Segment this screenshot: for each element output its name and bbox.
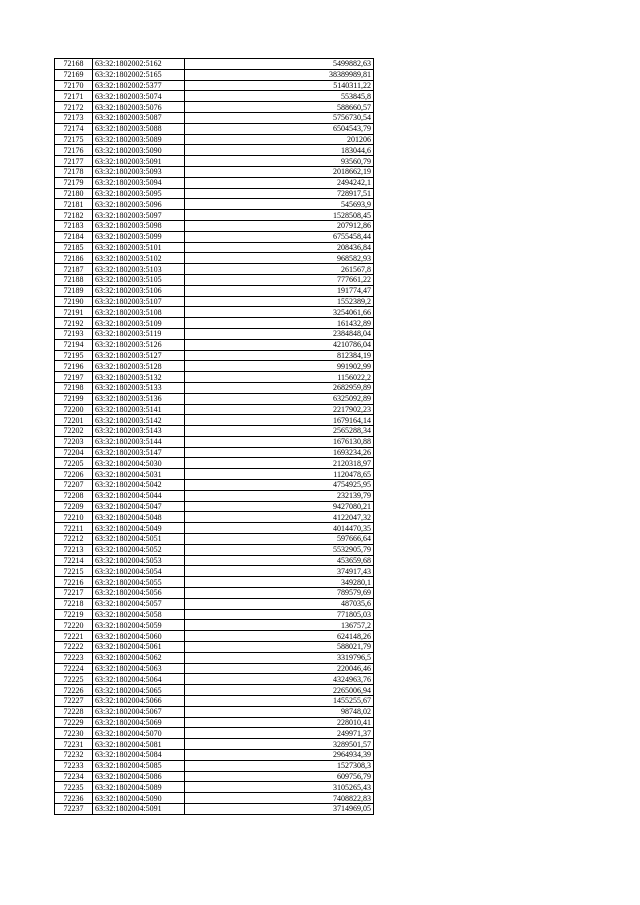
row-number-cell: 72188 <box>55 274 93 285</box>
table-row <box>55 469 374 480</box>
value-cell: 991902,99 <box>185 361 374 372</box>
table-row <box>55 156 374 167</box>
cadastral-number-cell: 63:32:1802003:5106 <box>93 285 185 296</box>
row-number-cell: 72232 <box>55 750 93 761</box>
row-number-cell: 72194 <box>55 339 93 350</box>
row-number-cell: 72230 <box>55 728 93 739</box>
value-cell: 208436,84 <box>185 242 374 253</box>
value-cell: 545693,9 <box>185 199 374 210</box>
table-row <box>55 620 374 631</box>
row-number-cell: 72176 <box>55 145 93 156</box>
value-cell: 161432,89 <box>185 318 374 329</box>
cadastral-number-cell: 63:32:1802004:5060 <box>93 631 185 642</box>
cadastral-number-cell: 63:32:1802003:5142 <box>93 415 185 426</box>
value-cell: 789579,69 <box>185 588 374 599</box>
cadastral-number-cell: 63:32:1802003:5144 <box>93 436 185 447</box>
value-cell: 588660,57 <box>185 102 374 113</box>
cadastral-number-cell: 63:32:1802004:5085 <box>93 760 185 771</box>
table-row <box>55 274 374 285</box>
value-cell: 2018662,19 <box>185 166 374 177</box>
value-cell: 453659,68 <box>185 555 374 566</box>
table-row <box>55 760 374 771</box>
row-number-cell: 72225 <box>55 674 93 685</box>
table-row <box>55 426 374 437</box>
value-cell: 1120478,65 <box>185 469 374 480</box>
row-number-cell: 72222 <box>55 642 93 653</box>
row-number-cell: 72175 <box>55 134 93 145</box>
cadastral-number-cell: 63:32:1802004:5057 <box>93 598 185 609</box>
row-number-cell: 72220 <box>55 620 93 631</box>
value-cell: 609756,79 <box>185 771 374 782</box>
value-cell: 3105265,43 <box>185 782 374 793</box>
value-cell: 3714969,05 <box>185 803 374 814</box>
value-cell: 4122047,32 <box>185 512 374 523</box>
row-number-cell: 72201 <box>55 415 93 426</box>
cadastral-number-cell: 63:32:1802003:5095 <box>93 188 185 199</box>
table-row <box>55 134 374 145</box>
cadastral-number-cell: 63:32:1802003:5096 <box>93 199 185 210</box>
row-number-cell: 72172 <box>55 102 93 113</box>
table-row <box>55 318 374 329</box>
row-number-cell: 72187 <box>55 264 93 275</box>
value-cell: 553845,8 <box>185 91 374 102</box>
value-cell: 2217902,23 <box>185 404 374 415</box>
row-number-cell: 72233 <box>55 760 93 771</box>
cadastral-number-cell: 63:32:1802003:5133 <box>93 382 185 393</box>
value-cell: 191774,47 <box>185 285 374 296</box>
table-row <box>55 264 374 275</box>
cadastral-number-cell: 63:32:1802003:5119 <box>93 328 185 339</box>
row-number-cell: 72168 <box>55 59 93 70</box>
cadastral-number-cell: 63:32:1802003:5105 <box>93 274 185 285</box>
row-number-cell: 72190 <box>55 296 93 307</box>
cadastral-number-cell: 63:32:1802004:5056 <box>93 588 185 599</box>
row-number-cell: 72221 <box>55 631 93 642</box>
table-row <box>55 285 374 296</box>
row-number-cell: 72182 <box>55 210 93 221</box>
row-number-cell: 72202 <box>55 426 93 437</box>
row-number-cell: 72200 <box>55 404 93 415</box>
cadastral-number-cell: 63:32:1802004:5065 <box>93 685 185 696</box>
row-number-cell: 72219 <box>55 609 93 620</box>
table-row <box>55 80 374 91</box>
value-cell: 1679164,14 <box>185 415 374 426</box>
table-row <box>55 231 374 242</box>
row-number-cell: 72205 <box>55 458 93 469</box>
row-number-cell: 72208 <box>55 490 93 501</box>
value-cell: 183044,6 <box>185 145 374 156</box>
table-row <box>55 663 374 674</box>
table-row <box>55 188 374 199</box>
row-number-cell: 72193 <box>55 328 93 339</box>
value-cell: 5532905,79 <box>185 544 374 555</box>
cadastral-number-cell: 63:32:1802003:5089 <box>93 134 185 145</box>
table-row <box>55 739 374 750</box>
cadastral-number-cell: 63:32:1802004:5053 <box>93 555 185 566</box>
table-row <box>55 382 374 393</box>
value-cell: 968582,93 <box>185 253 374 264</box>
row-number-cell: 72170 <box>55 80 93 91</box>
table-row <box>55 145 374 156</box>
row-number-cell: 72236 <box>55 793 93 804</box>
value-cell: 2682959,89 <box>185 382 374 393</box>
row-number-cell: 72218 <box>55 598 93 609</box>
value-cell: 93560,79 <box>185 156 374 167</box>
cadastral-number-cell: 63:32:1802004:5089 <box>93 782 185 793</box>
table-row <box>55 199 374 210</box>
table-row <box>55 102 374 113</box>
table-row <box>55 253 374 264</box>
row-number-cell: 72180 <box>55 188 93 199</box>
cadastral-number-cell: 63:32:1802004:5064 <box>93 674 185 685</box>
table-row <box>55 296 374 307</box>
value-cell: 1676130,88 <box>185 436 374 447</box>
row-number-cell: 72189 <box>55 285 93 296</box>
row-number-cell: 72186 <box>55 253 93 264</box>
value-cell: 2120318,97 <box>185 458 374 469</box>
cadastral-number-cell: 63:32:1802003:5076 <box>93 102 185 113</box>
table-row <box>55 803 374 814</box>
value-cell: 136757,2 <box>185 620 374 631</box>
cadastral-number-cell: 63:32:1802003:5098 <box>93 220 185 231</box>
table-row <box>55 588 374 599</box>
table-row <box>55 750 374 761</box>
table-row <box>55 480 374 491</box>
value-cell: 771805,03 <box>185 609 374 620</box>
cadastral-number-cell: 63:32:1802004:5052 <box>93 544 185 555</box>
cadastral-number-cell: 63:32:1802004:5066 <box>93 696 185 707</box>
cadastral-number-cell: 63:32:1802003:5097 <box>93 210 185 221</box>
row-number-cell: 72183 <box>55 220 93 231</box>
table-row <box>55 166 374 177</box>
value-cell: 4324963,76 <box>185 674 374 685</box>
cadastral-number-cell: 63:32:1802004:5055 <box>93 577 185 588</box>
cadastral-number-cell: 63:32:1802002:5162 <box>93 59 185 70</box>
row-number-cell: 72177 <box>55 156 93 167</box>
cadastral-number-cell: 63:32:1802004:5067 <box>93 706 185 717</box>
row-number-cell: 72214 <box>55 555 93 566</box>
row-number-cell: 72206 <box>55 469 93 480</box>
row-number-cell: 72227 <box>55 696 93 707</box>
row-number-cell: 72213 <box>55 544 93 555</box>
table-row <box>55 59 374 70</box>
value-cell: 2565288,34 <box>185 426 374 437</box>
cadastral-number-cell: 63:32:1802003:5127 <box>93 350 185 361</box>
value-cell: 2265006,94 <box>185 685 374 696</box>
cadastral-number-cell: 63:32:1802003:5091 <box>93 156 185 167</box>
row-number-cell: 72199 <box>55 393 93 404</box>
table-row <box>55 458 374 469</box>
row-number-cell: 72197 <box>55 372 93 383</box>
row-number-cell: 72185 <box>55 242 93 253</box>
cadastral-number-cell: 63:32:1802004:5047 <box>93 501 185 512</box>
cadastral-number-cell: 63:32:1802003:5143 <box>93 426 185 437</box>
cadastral-number-cell: 63:32:1802004:5062 <box>93 652 185 663</box>
value-cell: 249971,37 <box>185 728 374 739</box>
cadastral-number-cell: 63:32:1802003:5136 <box>93 393 185 404</box>
table-row <box>55 696 374 707</box>
table-row <box>55 112 374 123</box>
value-cell: 1455255,67 <box>185 696 374 707</box>
table-row <box>55 490 374 501</box>
table-row <box>55 728 374 739</box>
table-row <box>55 577 374 588</box>
table-row <box>55 177 374 188</box>
cadastral-number-cell: 63:32:1802003:5126 <box>93 339 185 350</box>
table-row <box>55 598 374 609</box>
table-row <box>55 523 374 534</box>
row-number-cell: 72191 <box>55 307 93 318</box>
value-cell: 588021,79 <box>185 642 374 653</box>
cadastral-number-cell: 63:32:1802004:5070 <box>93 728 185 739</box>
value-cell: 232139,79 <box>185 490 374 501</box>
cadastral-number-cell: 63:32:1802003:5074 <box>93 91 185 102</box>
row-number-cell: 72178 <box>55 166 93 177</box>
cadastral-number-cell: 63:32:1802004:5086 <box>93 771 185 782</box>
row-number-cell: 72234 <box>55 771 93 782</box>
value-cell: 777661,22 <box>185 274 374 285</box>
cadastral-number-cell: 63:32:1802004:5069 <box>93 717 185 728</box>
row-number-cell: 72173 <box>55 112 93 123</box>
data-table <box>54 58 374 815</box>
value-cell: 728917,51 <box>185 188 374 199</box>
cadastral-number-cell: 63:32:1802004:5059 <box>93 620 185 631</box>
value-cell: 597666,64 <box>185 534 374 545</box>
value-cell: 812384,19 <box>185 350 374 361</box>
row-number-cell: 72192 <box>55 318 93 329</box>
table-row <box>55 501 374 512</box>
value-cell: 2964934,39 <box>185 750 374 761</box>
value-cell: 6504543,79 <box>185 123 374 134</box>
cadastral-number-cell: 63:32:1802003:5108 <box>93 307 185 318</box>
value-cell: 3289501,57 <box>185 739 374 750</box>
value-cell: 349280,1 <box>185 577 374 588</box>
cadastral-number-cell: 63:32:1802003:5132 <box>93 372 185 383</box>
value-cell: 1552389,2 <box>185 296 374 307</box>
row-number-cell: 72184 <box>55 231 93 242</box>
row-number-cell: 72231 <box>55 739 93 750</box>
value-cell: 261567,8 <box>185 264 374 275</box>
cadastral-number-cell: 63:32:1802004:5058 <box>93 609 185 620</box>
cadastral-number-cell: 63:32:1802004:5030 <box>93 458 185 469</box>
value-cell: 4210786,04 <box>185 339 374 350</box>
cadastral-number-cell: 63:32:1802003:5102 <box>93 253 185 264</box>
cadastral-number-cell: 63:32:1802003:5109 <box>93 318 185 329</box>
row-number-cell: 72237 <box>55 803 93 814</box>
cadastral-number-cell: 63:32:1802004:5084 <box>93 750 185 761</box>
row-number-cell: 72223 <box>55 652 93 663</box>
value-cell: 7408822,83 <box>185 793 374 804</box>
table-row <box>55 717 374 728</box>
value-cell: 4014470,35 <box>185 523 374 534</box>
cadastral-number-cell: 63:32:1802003:5101 <box>93 242 185 253</box>
row-number-cell: 72179 <box>55 177 93 188</box>
row-number-cell: 72196 <box>55 361 93 372</box>
table-row <box>55 609 374 620</box>
row-number-cell: 72235 <box>55 782 93 793</box>
table-row <box>55 242 374 253</box>
table-row <box>55 544 374 555</box>
value-cell: 5499882,63 <box>185 59 374 70</box>
cadastral-number-cell: 63:32:1802004:5061 <box>93 642 185 653</box>
table-row <box>55 631 374 642</box>
value-cell: 228010,41 <box>185 717 374 728</box>
value-cell: 220046,46 <box>185 663 374 674</box>
row-number-cell: 72228 <box>55 706 93 717</box>
cadastral-number-cell: 63:32:1802004:5063 <box>93 663 185 674</box>
table-row <box>55 652 374 663</box>
value-cell: 3319796,5 <box>185 652 374 663</box>
value-cell: 1156022,2 <box>185 372 374 383</box>
row-number-cell: 72215 <box>55 566 93 577</box>
row-number-cell: 72169 <box>55 69 93 80</box>
table-row <box>55 566 374 577</box>
table-row <box>55 555 374 566</box>
cadastral-number-cell: 63:32:1802003:5090 <box>93 145 185 156</box>
cadastral-number-cell: 63:32:1802004:5051 <box>93 534 185 545</box>
value-cell: 5756730,54 <box>185 112 374 123</box>
value-cell: 207912,86 <box>185 220 374 231</box>
cadastral-number-cell: 63:32:1802003:5128 <box>93 361 185 372</box>
value-cell: 1527308,3 <box>185 760 374 771</box>
value-cell: 9427080,21 <box>185 501 374 512</box>
value-cell: 98748,02 <box>185 706 374 717</box>
row-number-cell: 72216 <box>55 577 93 588</box>
row-number-cell: 72211 <box>55 523 93 534</box>
value-cell: 1693234,26 <box>185 447 374 458</box>
value-cell: 201206 <box>185 134 374 145</box>
row-number-cell: 72210 <box>55 512 93 523</box>
row-number-cell: 72204 <box>55 447 93 458</box>
table-row <box>55 793 374 804</box>
table-row <box>55 436 374 447</box>
table-row <box>55 415 374 426</box>
row-number-cell: 72181 <box>55 199 93 210</box>
row-number-cell: 72209 <box>55 501 93 512</box>
value-cell: 6325092,89 <box>185 393 374 404</box>
row-number-cell: 72198 <box>55 382 93 393</box>
cadastral-number-cell: 63:32:1802004:5049 <box>93 523 185 534</box>
cadastral-number-cell: 63:32:1802003:5094 <box>93 177 185 188</box>
table-row <box>55 404 374 415</box>
table-row <box>55 674 374 685</box>
value-cell: 487035,6 <box>185 598 374 609</box>
cadastral-number-cell: 63:32:1802003:5088 <box>93 123 185 134</box>
table-row <box>55 771 374 782</box>
table-row <box>55 69 374 80</box>
table-row <box>55 372 374 383</box>
table-row <box>55 642 374 653</box>
table-row <box>55 350 374 361</box>
cadastral-number-cell: 63:32:1802003:5087 <box>93 112 185 123</box>
table-row <box>55 782 374 793</box>
table-row <box>55 210 374 221</box>
row-number-cell: 72226 <box>55 685 93 696</box>
table-row <box>55 328 374 339</box>
cadastral-number-cell: 63:32:1802004:5090 <box>93 793 185 804</box>
value-cell: 624148,26 <box>185 631 374 642</box>
table-row <box>55 307 374 318</box>
table-row <box>55 512 374 523</box>
table-body <box>55 59 374 815</box>
table-row <box>55 339 374 350</box>
value-cell: 5140311,22 <box>185 80 374 91</box>
row-number-cell: 72171 <box>55 91 93 102</box>
value-cell: 3254061,66 <box>185 307 374 318</box>
table-row <box>55 220 374 231</box>
row-number-cell: 72195 <box>55 350 93 361</box>
row-number-cell: 72224 <box>55 663 93 674</box>
value-cell: 1528508,45 <box>185 210 374 221</box>
value-cell: 2384848,04 <box>185 328 374 339</box>
value-cell: 2494242,1 <box>185 177 374 188</box>
value-cell: 4754925,95 <box>185 480 374 491</box>
table-row <box>55 447 374 458</box>
table-row <box>55 123 374 134</box>
cadastral-number-cell: 63:32:1802003:5103 <box>93 264 185 275</box>
cadastral-number-cell: 63:32:1802003:5147 <box>93 447 185 458</box>
row-number-cell: 72203 <box>55 436 93 447</box>
value-cell: 38389989,81 <box>185 69 374 80</box>
row-number-cell: 72229 <box>55 717 93 728</box>
table-row <box>55 361 374 372</box>
cadastral-number-cell: 63:32:1802003:5141 <box>93 404 185 415</box>
value-cell: 374917,43 <box>185 566 374 577</box>
table-row <box>55 534 374 545</box>
table-row <box>55 393 374 404</box>
row-number-cell: 72212 <box>55 534 93 545</box>
cadastral-number-cell: 63:32:1802003:5099 <box>93 231 185 242</box>
table-row <box>55 706 374 717</box>
cadastral-number-cell: 63:32:1802004:5044 <box>93 490 185 501</box>
cadastral-number-cell: 63:32:1802004:5081 <box>93 739 185 750</box>
cadastral-number-cell: 63:32:1802003:5093 <box>93 166 185 177</box>
cadastral-number-cell: 63:32:1802004:5054 <box>93 566 185 577</box>
row-number-cell: 72207 <box>55 480 93 491</box>
row-number-cell: 72217 <box>55 588 93 599</box>
row-number-cell: 72174 <box>55 123 93 134</box>
cadastral-number-cell: 63:32:1802002:5377 <box>93 80 185 91</box>
cadastral-number-cell: 63:32:1802002:5165 <box>93 69 185 80</box>
cadastral-number-cell: 63:32:1802004:5048 <box>93 512 185 523</box>
cadastral-number-cell: 63:32:1802004:5091 <box>93 803 185 814</box>
cadastral-number-cell: 63:32:1802004:5031 <box>93 469 185 480</box>
value-cell: 6755458,44 <box>185 231 374 242</box>
table-row <box>55 685 374 696</box>
cadastral-number-cell: 63:32:1802003:5107 <box>93 296 185 307</box>
cadastral-number-cell: 63:32:1802004:5042 <box>93 480 185 491</box>
table-row <box>55 91 374 102</box>
